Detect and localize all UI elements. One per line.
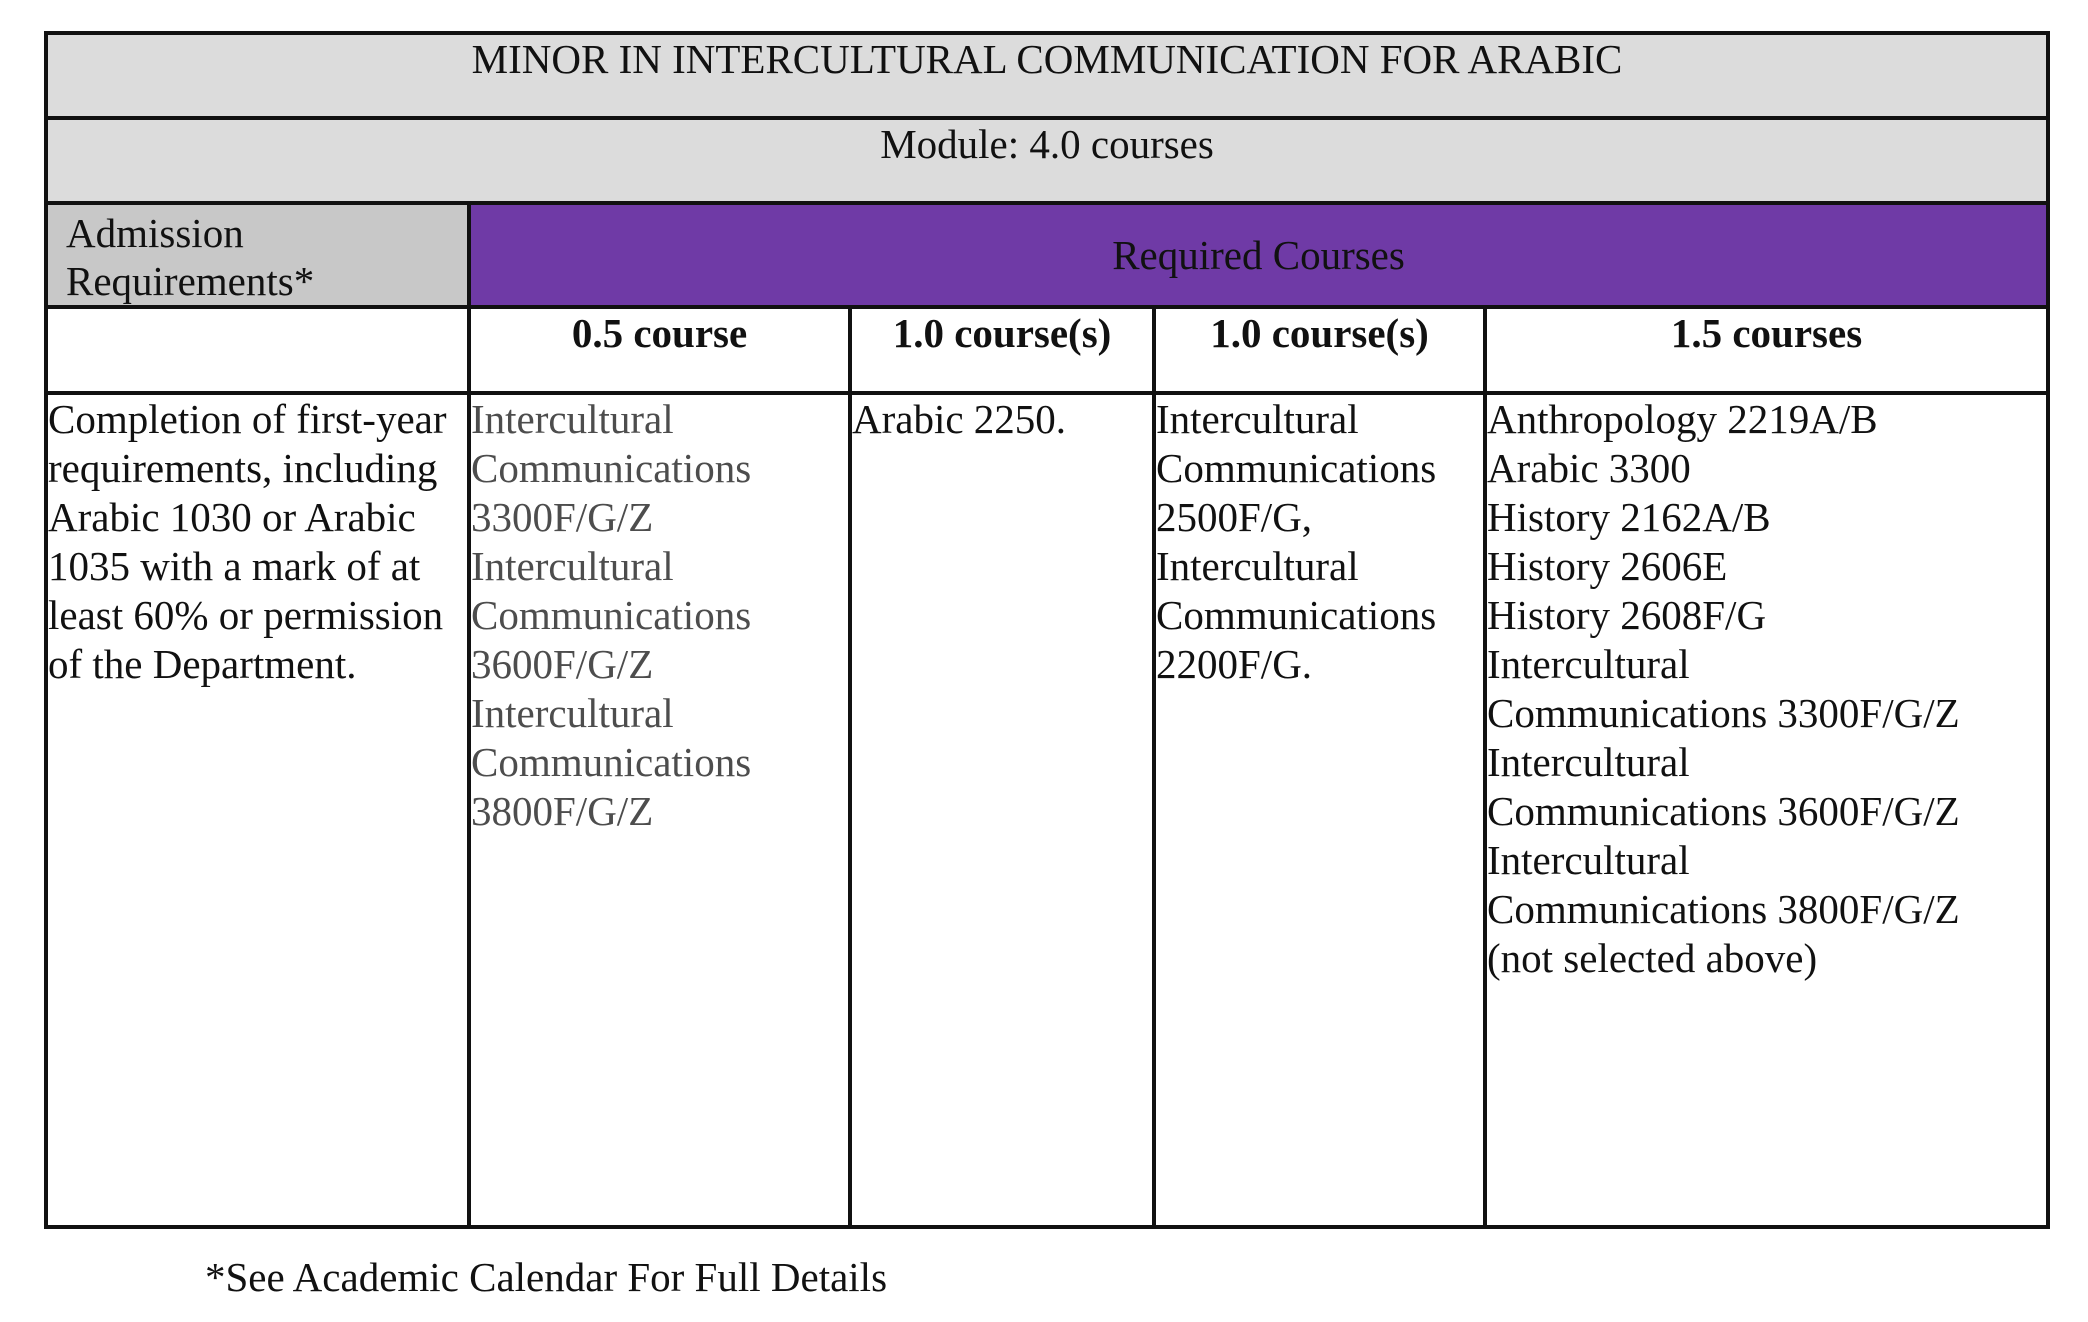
course-list-col-2 [850, 393, 1154, 1227]
course-line: Intercultural [471, 690, 674, 736]
course-line: Communications [471, 445, 752, 491]
course-line: Intercultural [1156, 543, 1359, 589]
column-heading-4: 1.5 courses [1485, 307, 2048, 393]
column-heading-2: 1.0 course(s) [850, 307, 1154, 393]
course-list-col-1 [469, 393, 850, 1227]
course-line: Anthropology 2219A/B [1487, 396, 1878, 442]
course-line: 3600F/G/Z [471, 641, 654, 687]
course-line: Communications 3600F/G/Z [1487, 788, 1960, 834]
course-line: History 2162A/B [1487, 494, 1771, 540]
course-line: Intercultural [471, 543, 674, 589]
required-courses-header: Required Courses [469, 203, 2048, 307]
module-label: Module: 4.0 courses [46, 118, 2048, 203]
course-details-row [46, 393, 2048, 1227]
course-line: Intercultural [1487, 641, 1690, 687]
course-line: Intercultural [1156, 396, 1359, 442]
course-line: Arabic 3300 [1487, 445, 1691, 491]
module-row [46, 118, 2048, 203]
requirements-table [44, 31, 2050, 1229]
course-line: Communications 3800F/G/Z [1487, 886, 1960, 932]
course-line: Communications [1156, 592, 1437, 638]
course-line: 3800F/G/Z [471, 788, 654, 834]
course-line: Intercultural [471, 396, 674, 442]
course-line: Communications [1156, 445, 1437, 491]
course-list-col-3 [1154, 393, 1485, 1227]
course-line: 2500F/G, [1156, 494, 1313, 540]
blank-heading-cell [46, 307, 469, 393]
course-line: Intercultural [1487, 837, 1690, 883]
column-heading-1: 0.5 course [469, 307, 850, 393]
course-line: Intercultural [1487, 739, 1690, 785]
course-line: Communications [471, 739, 752, 785]
course-line: 3300F/G/Z [471, 494, 654, 540]
course-line: History 2608F/G [1487, 592, 1767, 638]
course-list-col-4 [1485, 393, 2048, 1227]
course-line: Communications [471, 592, 752, 638]
section-header-row [46, 203, 2048, 307]
course-line: Arabic 2250. [852, 396, 1067, 442]
title-row [46, 33, 2048, 118]
course-line: History 2606E [1487, 543, 1728, 589]
table-title: MINOR IN INTERCULTURAL COMMUNICATION FOR ARABIC [46, 33, 2048, 118]
column-heading-3: 1.0 course(s) [1154, 307, 1485, 393]
course-line: (not selected above) [1487, 935, 1818, 981]
column-heading-row [46, 307, 2048, 393]
admission-requirements-header: Admission Requirements* [46, 203, 469, 307]
footnote: *See Academic Calendar For Full Details [205, 1254, 888, 1300]
course-line: 2200F/G. [1156, 641, 1313, 687]
admission-requirements-text: Completion of first-year requirements, including Arabic 1030 or Arabic 1035 with a mark of at least 60% or permission of the Department. [46, 393, 469, 1227]
course-line: Communications 3300F/G/Z [1487, 690, 1960, 736]
